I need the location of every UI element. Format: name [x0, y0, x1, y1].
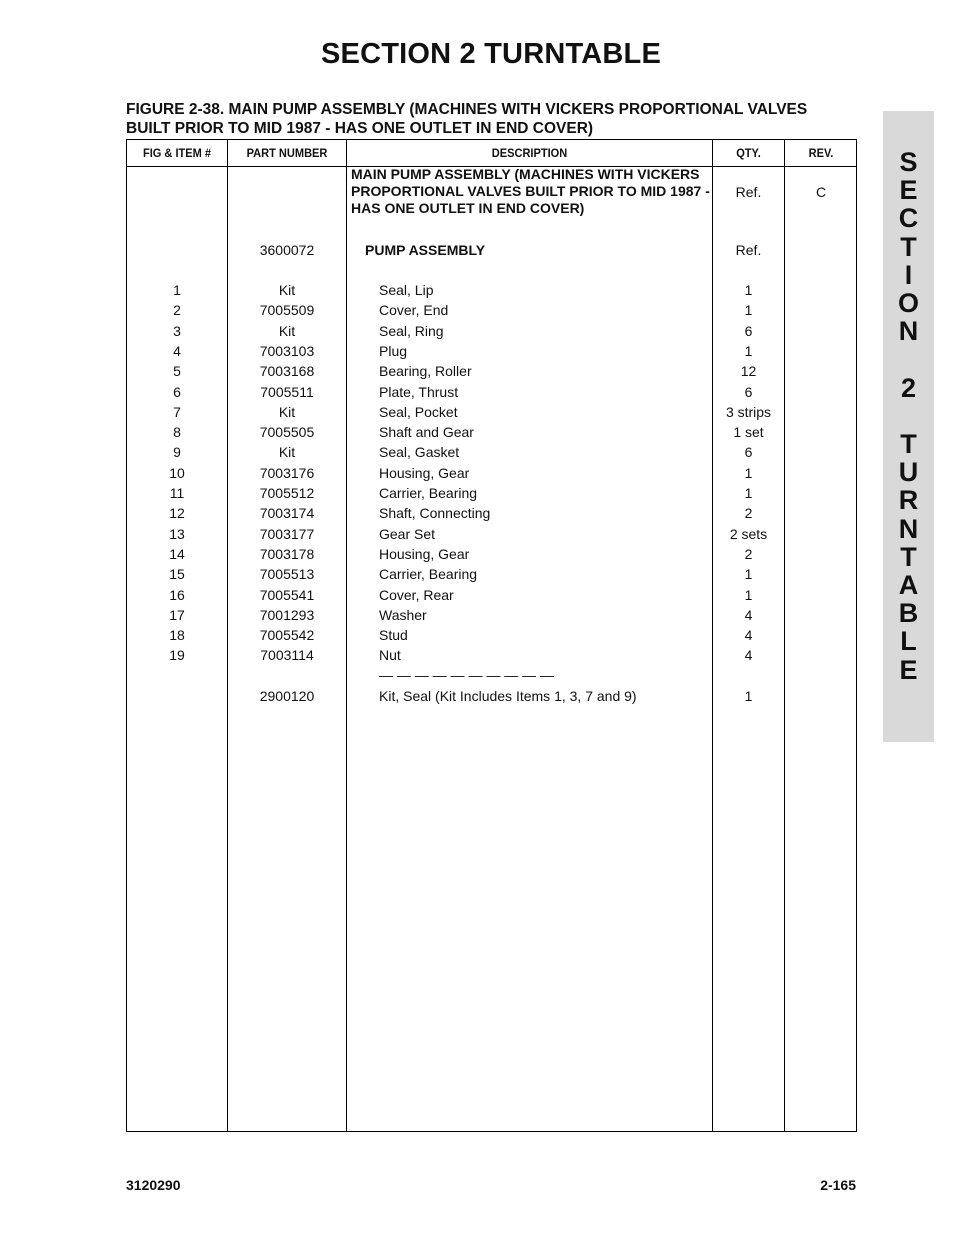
item-fig: 12 — [169, 505, 185, 522]
item-part: Kit — [278, 403, 296, 420]
item-fig: 18 — [169, 627, 185, 644]
page-number: 2-165 — [820, 1177, 856, 1193]
side-tab-letter: B — [898, 598, 919, 629]
item-qty: 1 — [744, 485, 753, 501]
section-title: SECTION 2 TURNTABLE — [321, 38, 661, 70]
side-tab-letter: N — [898, 513, 919, 544]
item-description: Carrier, Bearing — [379, 485, 478, 501]
side-tab-letter: U — [898, 457, 919, 488]
item-description: Seal, Gasket — [379, 444, 460, 461]
item-part: 7005541 — [259, 586, 315, 603]
header-part-number: PART NUMBER — [233, 140, 342, 167]
item-qty: 1 set — [733, 424, 764, 441]
item-description: Shaft and Gear — [379, 424, 474, 441]
item-part: 7003174 — [259, 505, 315, 522]
item-fig: 6 — [173, 383, 181, 400]
item-part: 7003176 — [259, 464, 315, 481]
item-fig: 19 — [169, 647, 185, 664]
figure-title — [126, 100, 846, 138]
header-rev: REV. — [788, 140, 854, 167]
item-description: Housing, Gear — [379, 545, 470, 562]
item-description: Nut — [379, 647, 401, 664]
kit-qty: 1 — [744, 688, 753, 704]
item-fig: 3 — [173, 322, 181, 339]
item-part: 7001293 — [259, 606, 315, 623]
item-fig: 10 — [169, 464, 185, 481]
parts-table — [126, 139, 857, 1132]
item-qty: 6 — [744, 383, 753, 400]
item-fig: 14 — [169, 545, 185, 562]
side-tab-letter — [883, 402, 934, 430]
side-tab-letter: S — [899, 147, 918, 177]
item-part: 7005542 — [259, 627, 315, 644]
item-qty: 6 — [744, 322, 753, 339]
header-description: DESCRIPTION — [362, 140, 698, 167]
item-description: Cover, Rear — [379, 586, 454, 603]
item-part: 7003168 — [259, 363, 315, 380]
item-description: Cover, End — [379, 302, 449, 319]
item-part: 7003178 — [259, 545, 315, 562]
section-side-tab — [883, 111, 934, 742]
item-fig: 4 — [173, 342, 181, 359]
side-tab-letter: T — [900, 231, 917, 262]
main-assembly-qty: Ref. — [735, 184, 762, 200]
item-qty: 3 strips — [725, 403, 772, 420]
header-qty: QTY. — [716, 140, 781, 167]
item-description: Plate, Thrust — [379, 383, 459, 400]
main-assembly-description: MAIN PUMP ASSEMBLY (MACHINES WITH VICKERS PROPORTIONAL VALVES BUILT PRIOR TO MID 1987 - HAS ONE OUTLET IN END COVER) — [351, 166, 710, 216]
figure-title-line-1: FIGURE 2-38. MAIN PUMP ASSEMBLY (MACHINES WITH VICKERS PROPORTIONAL VALVES — [126, 101, 808, 118]
item-part: 7003103 — [259, 342, 315, 359]
item-description: Housing, Gear — [379, 464, 470, 481]
item-qty: 2 sets — [729, 525, 768, 542]
item-description: Washer — [379, 606, 427, 623]
column-divider — [346, 140, 347, 1131]
item-description: Seal, Pocket — [379, 403, 458, 420]
pump-assembly-qty: Ref. — [735, 242, 762, 258]
item-fig: 8 — [173, 424, 181, 441]
item-qty: 4 — [744, 627, 753, 644]
item-fig: 7 — [173, 403, 181, 420]
item-part: Kit — [278, 444, 296, 461]
item-part: 7005511 — [260, 383, 314, 400]
item-fig: 11 — [169, 485, 185, 501]
item-description: Stud — [379, 627, 408, 644]
main-assembly-rev: C — [815, 184, 827, 200]
item-qty: 1 — [744, 342, 753, 359]
item-qty: 1 — [744, 464, 753, 481]
kit-part: 2900120 — [259, 688, 315, 704]
item-fig: 13 — [169, 525, 185, 542]
item-qty: 2 — [744, 505, 753, 522]
item-fig: 2 — [173, 302, 181, 319]
side-tab-text — [883, 148, 934, 684]
figure-title-line-2: BUILT PRIOR TO MID 1987 - HAS ONE OUTLET IN END COVER) — [126, 120, 594, 137]
item-fig: 16 — [169, 586, 185, 603]
side-tab-letter: I — [904, 259, 913, 290]
side-tab-letter: T — [900, 541, 917, 572]
item-part: 7005505 — [259, 424, 315, 441]
item-description: Bearing, Roller — [379, 363, 472, 380]
item-fig: 15 — [169, 566, 185, 583]
item-qty: 1 — [744, 302, 753, 319]
column-divider — [784, 140, 785, 1131]
kit-description: Kit, Seal (Kit Includes Items 1, 3, 7 and 9) — [379, 688, 637, 704]
item-qty: 4 — [744, 606, 753, 623]
item-description: Plug — [379, 342, 408, 359]
side-tab-letter — [883, 345, 934, 373]
item-part: 7005513 — [259, 566, 315, 583]
item-fig: 17 — [169, 606, 185, 623]
item-part: 7003114 — [260, 647, 314, 664]
side-tab-letter: 2 — [900, 372, 917, 403]
item-qty: 12 — [740, 363, 757, 380]
item-fig: 5 — [173, 363, 181, 380]
item-part: 7003177 — [259, 525, 315, 542]
item-qty: 1 — [744, 586, 753, 603]
separator-line: — — — — — — — — — — — [379, 667, 555, 683]
item-qty: 1 — [744, 566, 753, 583]
side-tab-letter: R — [898, 485, 919, 516]
item-part: Kit — [278, 282, 296, 298]
document-number: 3120290 — [126, 1177, 181, 1193]
item-qty: 4 — [744, 647, 753, 664]
item-qty: 6 — [744, 444, 753, 461]
item-fig: 1 — [173, 282, 181, 298]
item-part: Kit — [278, 322, 296, 339]
side-tab-letter: N — [898, 316, 919, 347]
item-fig: 9 — [173, 444, 181, 461]
item-description: Carrier, Bearing — [379, 566, 478, 583]
side-tab-letter: L — [900, 626, 917, 657]
side-tab-letter: A — [898, 570, 919, 601]
pump-assembly-part: 3600072 — [259, 242, 315, 258]
item-description: Gear Set — [379, 525, 436, 542]
side-tab-letter: E — [899, 654, 918, 685]
side-tab-letter: T — [900, 429, 917, 460]
item-qty: 2 — [744, 545, 753, 562]
item-qty: 1 — [744, 282, 753, 298]
side-tab-letter: C — [898, 203, 919, 234]
item-part: 7005512 — [259, 485, 315, 501]
item-description: Seal, Lip — [379, 282, 434, 298]
item-description: Seal, Ring — [379, 322, 444, 339]
item-part: 7005509 — [259, 302, 315, 319]
header-fig-item: FIG & ITEM # — [131, 140, 223, 167]
side-tab-letter: E — [899, 175, 918, 206]
item-description: Shaft, Connecting — [379, 505, 491, 522]
pump-assembly-description: PUMP ASSEMBLY — [365, 242, 486, 258]
side-tab-letter: O — [897, 288, 919, 319]
